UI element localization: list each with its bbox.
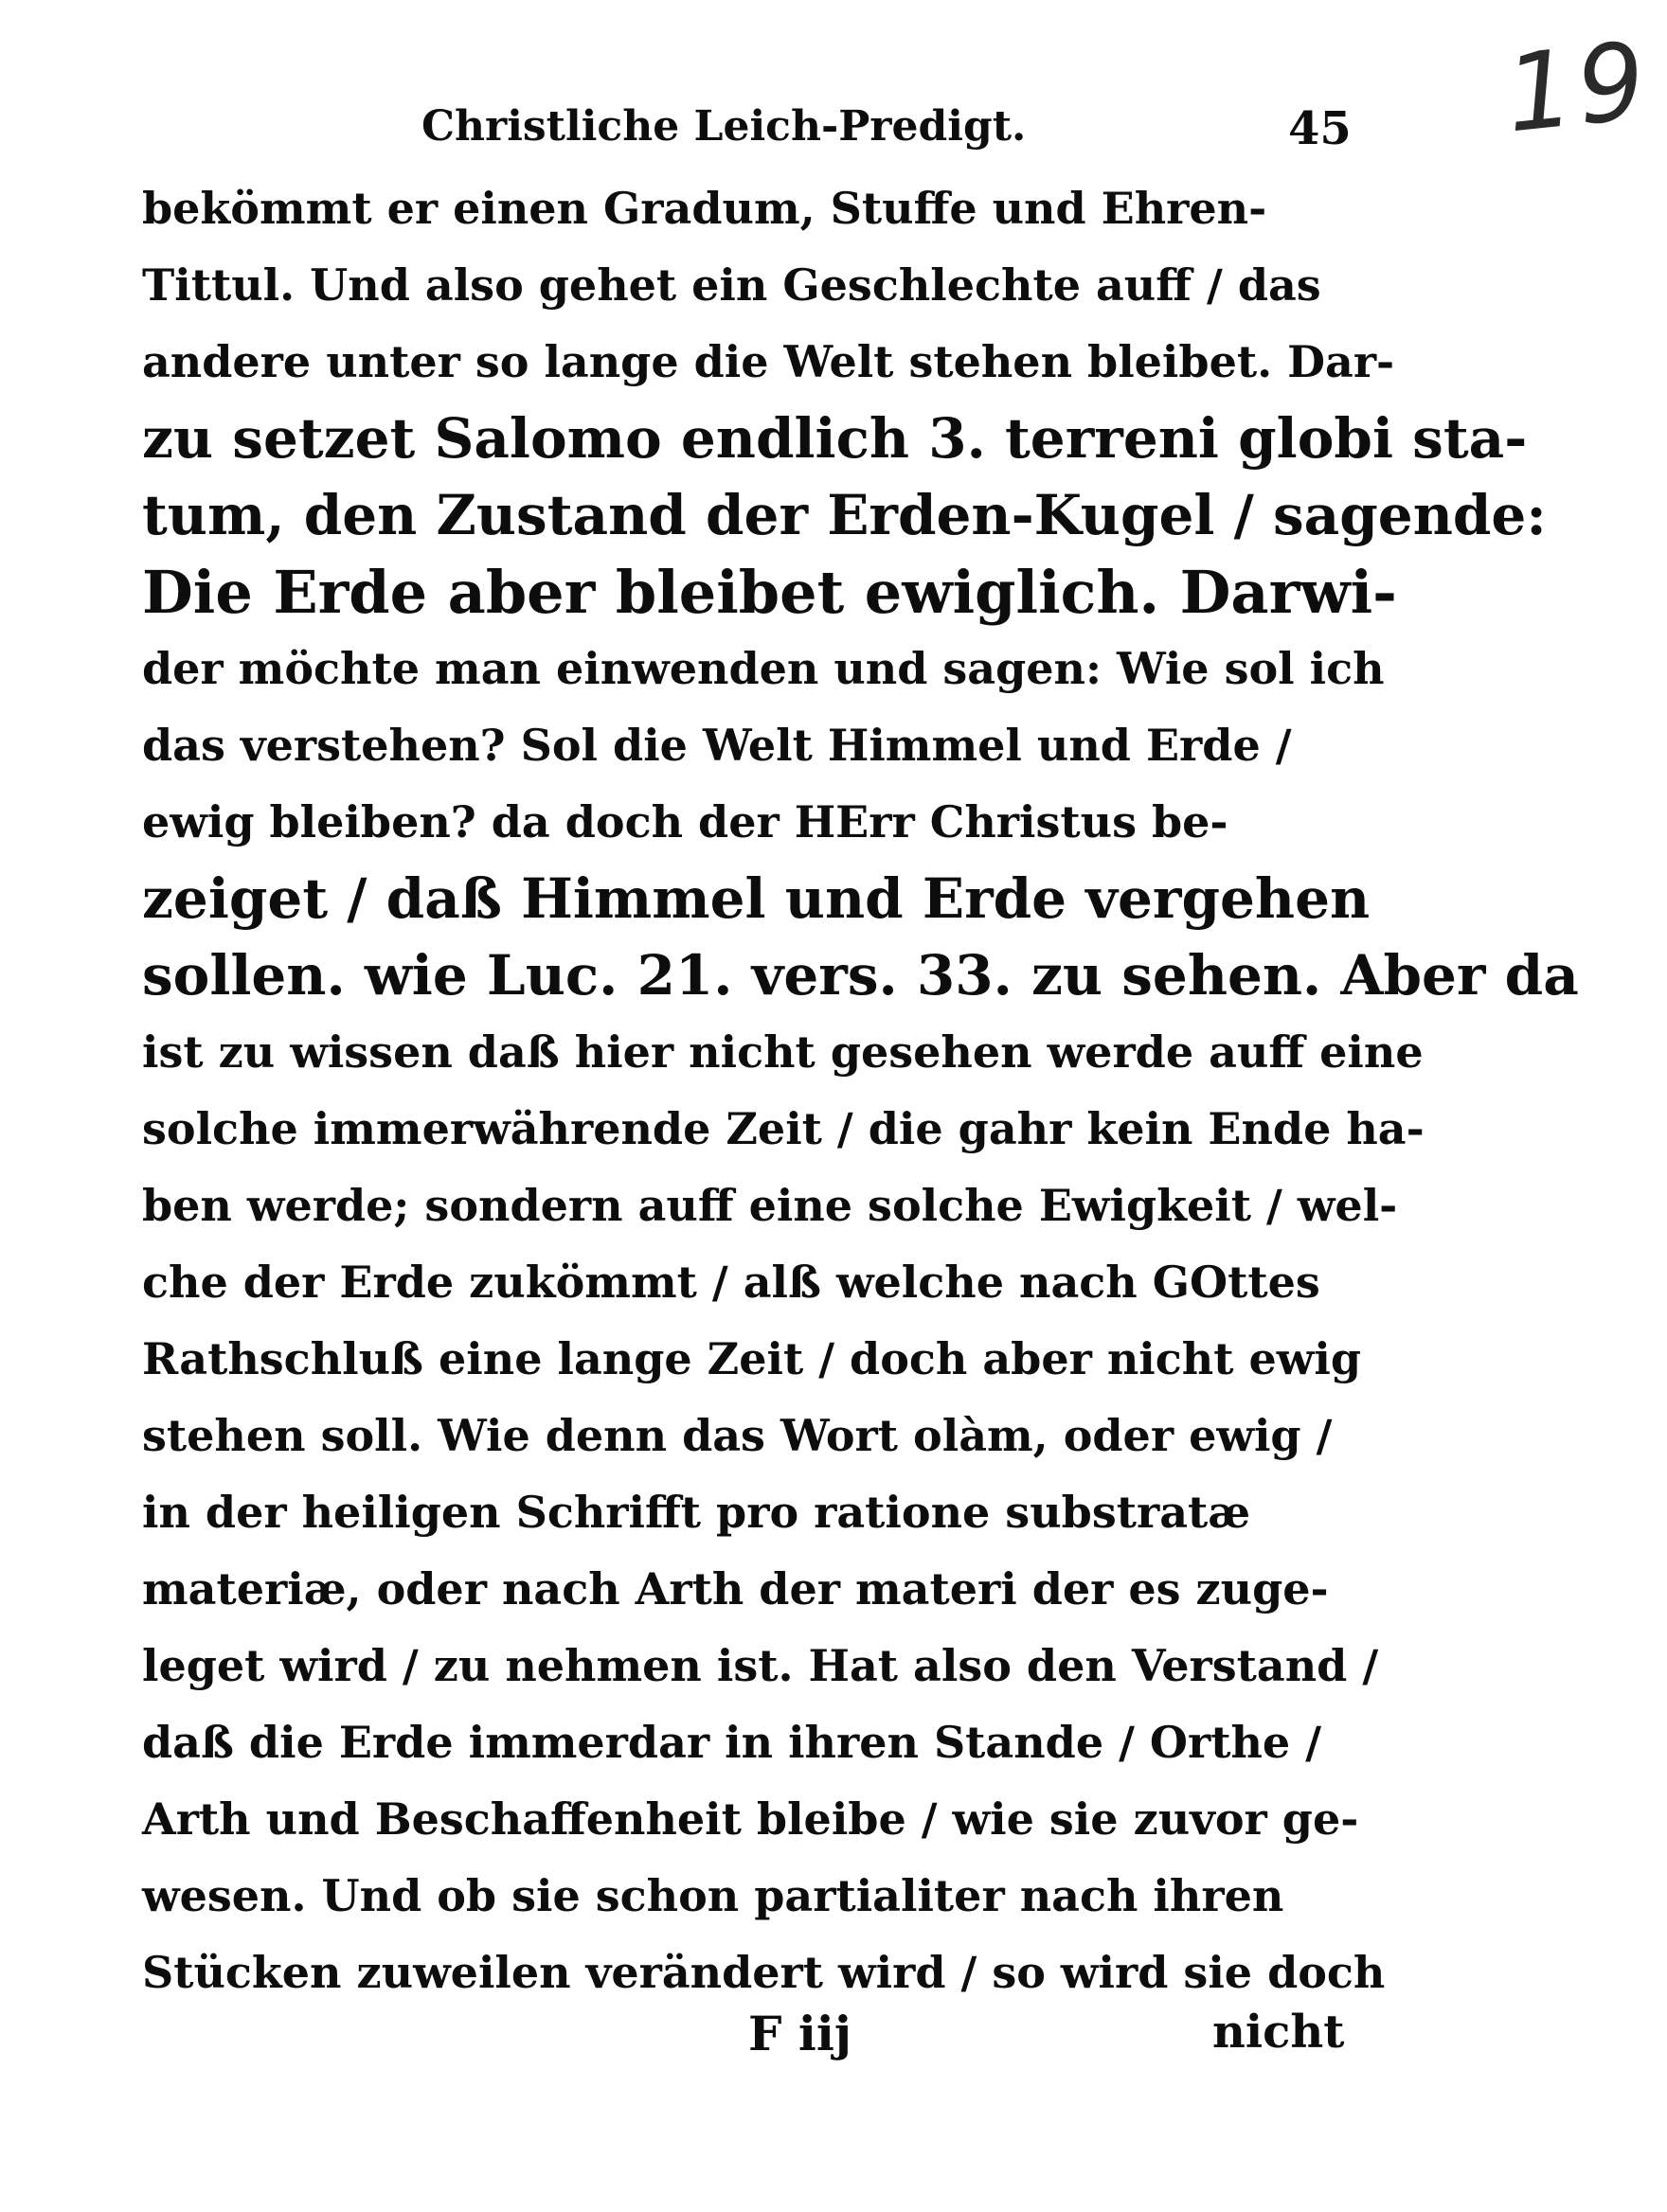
text-line: sollen. wie Luc. 21. vers. 33. zu sehen. Aber da <box>142 943 1579 1008</box>
text-line: Stücken zuweilen verändert wird / so wird sie doch <box>142 1947 1386 1998</box>
body-text <box>142 170 1579 2011</box>
text-line: daß die Erde immerdar in ihren Stande / Orthe / <box>142 1717 1322 1768</box>
text-line: leget wird / zu nehmen ist. Hat also den Verstand / <box>142 1640 1379 1691</box>
text-line: andere unter so lange die Welt stehen bleibet. Dar- <box>142 336 1395 387</box>
running-head: Christliche Leich-Predigt. <box>421 102 1027 151</box>
text-line: materiæ, oder nach Arth der materi der es zuge- <box>142 1563 1329 1614</box>
text-line: der möchte man einwenden und sagen: Wie sol ich <box>142 643 1385 694</box>
text-line: das verstehen? Sol die Welt Himmel und Erde / <box>142 720 1292 771</box>
page-number: 45 <box>1288 102 1352 155</box>
text-line: tum, den Zustand der Erden-Kugel / sagende: <box>142 483 1547 547</box>
text-line: stehen soll. Wie denn das Wort olàm, oder ewig / <box>142 1410 1333 1461</box>
text-line: bekömmt er einen Gradum, Stuffe und Ehren- <box>142 183 1267 234</box>
text-line: Tittul. Und also gehet ein Geschlechte auff / das <box>142 259 1321 311</box>
text-line: zu setzet Salomo endlich 3. terreni globi sta- <box>142 406 1528 471</box>
text-line-emphasis: Die Erde aber bleibet ewiglich. Darwi- <box>142 558 1397 627</box>
text-line: Arth und Beschaffenheit bleibe / wie sie zuvor ge- <box>142 1793 1359 1845</box>
handwritten-folio-number: 19 <box>1499 19 1655 157</box>
catchword: nicht <box>1212 2006 1345 2059</box>
text-line: che der Erde zukömmt / alß welche nach GOttes <box>142 1257 1320 1308</box>
text-line: wesen. Und ob sie schon partialiter nach ihren <box>142 1870 1284 1921</box>
signature-mark: F iij <box>748 2006 851 2061</box>
text-line: ist zu wissen daß hier nicht gesehen werde auff eine <box>142 1026 1424 1078</box>
text-line-emphasis: zeiget / daß Himmel und Erde vergehen <box>142 866 1371 931</box>
text-line: Rathschluß eine lange Zeit / doch aber nicht ewig <box>142 1333 1361 1384</box>
text-line: in der heiligen Schrifft pro ratione substratæ <box>142 1487 1251 1538</box>
text-line: ben werde; sondern auff eine solche Ewigkeit / wel- <box>142 1180 1398 1231</box>
text-line: solche immerwährende Zeit / die gahr kein Ende ha- <box>142 1103 1425 1154</box>
text-line: ewig bleiben? da doch der HErr Christus be- <box>142 796 1228 847</box>
